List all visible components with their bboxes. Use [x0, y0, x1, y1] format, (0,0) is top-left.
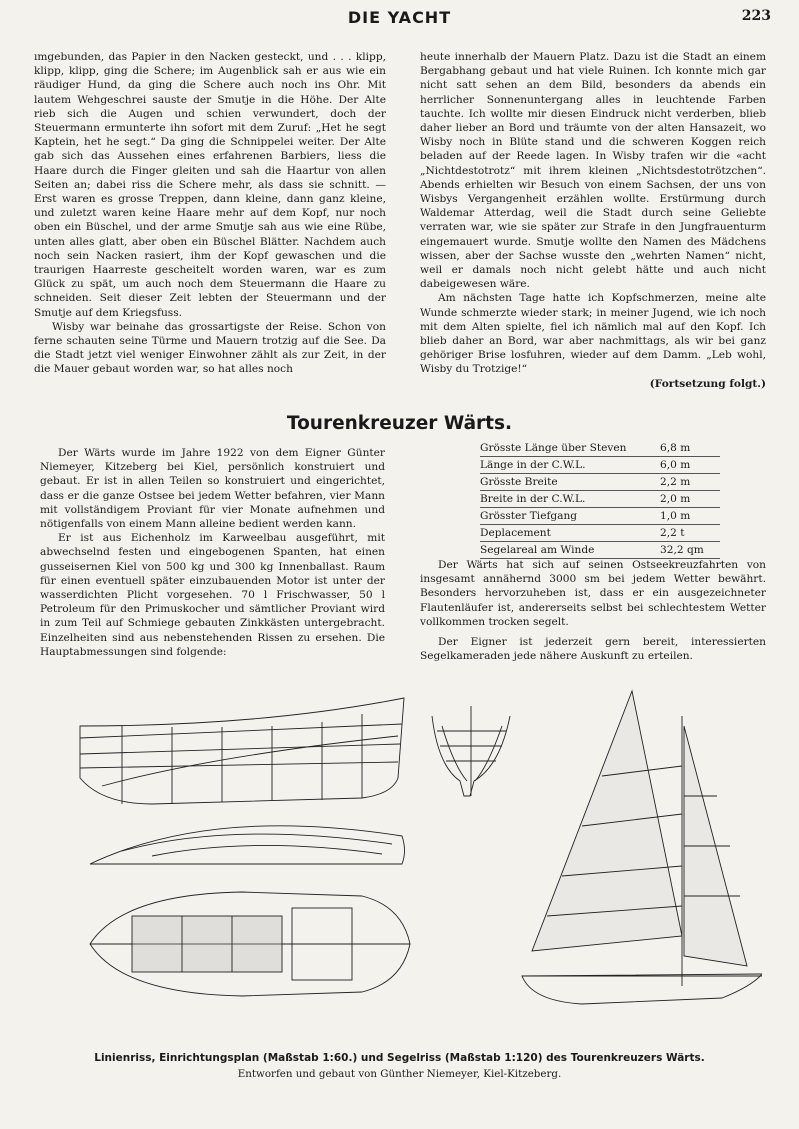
spec-value: 2,2 m: [656, 474, 720, 491]
sail-plan: [522, 691, 762, 1004]
spec-label: Segelareal am Winde: [480, 542, 656, 559]
spec-label: Deplacement: [480, 525, 656, 542]
table-row: [480, 491, 720, 508]
spec-value: 32,2 qm: [656, 542, 720, 559]
paragraph: Er ist aus Eichenholz im Karweelbau ausgeführt, mit abwechselnd festen und eingebogenen Spanten, hat einen gusseisernen Kiel von 500 kg und 300 kg Innenballast. Raum für einen eventuell später einzubauenden Motor ist unter der wasserdichten Plicht vorgesehen. 70 l Frischwasser, 50 l Petroleum für den Primuskocher und sämtlicher Proviant wird in zum Teil auf Schmiege gebauten Zinkkästen untergebracht. Einzelheiten sind aus nebenstehenden Rissen zu ersehen. Die Hauptabmessungen sind folgende:: [40, 532, 385, 658]
table-row: [480, 440, 720, 457]
paragraph: ımgebunden, das Papier in den Nacken gesteckt, und . . . klipp, klipp, klipp, ging die Schere; im Augenblick sah er aus wie ein räudiger Hund, da ging die Schere auch noch ins Ohr. Mit lautem Wehgeschrei sauste der Smutje in die Höhe. Der Alte rieb sich die Augen und schien verwundert, doch der Steuermann ermunterte ihn sofort mit dem Zuruf: „Het he segt Kaptein, het he segt.“ Da ging die Schnippelei weiter. Der Alte gab sich das Aussehen eines erfahrenen Barbiers, liess die Haare durch die Finger gleiten und sah die Haartur von allen Seiten an; dabei riss die Schere mehr, als dass sie schnitt. — Erst waren es grosse Treppen, dann kleine, dann ganz kleine, und zuletzt waren keine Haare mehr auf dem Kopf, nur noch oben ein Büschel, und der arme Smutje sah aus wie eine Rübe, unten alles glatt, aber oben ein Büschel Blätter. Nachdem auch noch sein Nacken rasiert, ihm der Kopf gewaschen und die traurigen Haarreste gescheitelt worden waren, war es zum Glück zu spät, um auch noch dem Steuermann die Haare zu schneiden. Seit dieser Zeit lebten der Steuermann und der Smutje auf dem Kriegsfuss.: [34, 51, 386, 319]
spec-label: Grösste Breite: [480, 474, 656, 491]
continued-note: (Fortsetzung folgt.): [649, 377, 766, 390]
table-row: [480, 542, 720, 559]
spec-value: 2,0 m: [656, 491, 720, 508]
journal-title: DIE YACHT: [347, 8, 452, 27]
table-row: [480, 474, 720, 491]
spec-value: 1,0 m: [656, 508, 720, 525]
spec-value: 2,2 t: [656, 525, 720, 542]
half-breadth-plan: [90, 826, 405, 864]
article-right-column: [420, 558, 766, 663]
spec-value: 6,0 m: [656, 457, 720, 474]
prev-article-left-column: [34, 50, 386, 377]
spec-value: 6,8 m: [656, 440, 720, 457]
accommodation-plan: [90, 892, 410, 996]
figure-credit: Entworfen und gebaut von Günther Niemeyer, Kiel-Kitzeberg.: [237, 1068, 562, 1080]
article-left-column: [40, 446, 385, 659]
spec-label: Breite in der C.W.L.: [480, 491, 656, 508]
page-number: 223: [741, 8, 771, 24]
body-plan: [432, 706, 510, 796]
table-row: [480, 508, 720, 525]
running-head: [0, 8, 799, 30]
paragraph: Der Eigner ist jederzeit gern bereit, interessierten Segelkameraden jede nähere Auskunft zu erteilen.: [420, 636, 766, 663]
paragraph: Der Wärts hat sich auf seinen Ostseekreuzfahrten von insgesamt annähernd 3000 sm bei jedem Wetter bewährt. Besonders hervorzuheben ist, dass er ein ausgezeichneter Flautenläufer ist, andererseits selbst bei schlechtestem Wetter vollkommen trocken segelt.: [420, 559, 766, 628]
paragraph: Der Wärts wurde im Jahre 1922 von dem Eigner Günter Niemeyer, Kitzeberg bei Kiel, persönlich konstruiert und gebaut. Er ist in allen Teilen so konstruiert und eingerichtet, dass er die ganze Ostsee bei jedem Wetter befahren, vier Mann mit vollständigem Proviant für vier Monate aufnehmen und nötigenfalls von einem Mann alleine bedient werden kann.: [40, 447, 385, 531]
profile-plan: [80, 698, 404, 804]
paragraph: Wisby war beinahe das grossartigste der Reise. Schon von ferne schauten seine Türme und Mauern trotzig auf die See. Da die Stadt jetzt viel weniger Einwohner zählt als zur Zeit, in der die Mauer gebaut worden war, so hat alles noch: [34, 320, 386, 376]
spec-label: Grösste Länge über Steven: [480, 440, 656, 457]
table-row: [480, 457, 720, 474]
paragraph: Am nächsten Tage hatte ich Kopfschmerzen, meine alte Wunde schmerzte wieder stark; in meiner Jugend, wie ich noch mit dem Alten spielte, fiel ich nämlich mal auf den Kopf. Ich blieb daher an Bord, war aber nachmittags, als wir bei ganz gehöriger Brise losfuhren, wieder auf dem Damm. „Leb wohl, Wisby du Trotzige!“: [420, 292, 766, 376]
figure-caption: Linienriss, Einrichtungsplan (Maßstab 1:60.) und Segelriss (Maßstab 1:120) des Tourenkreuzers Wärts.: [94, 1052, 705, 1064]
dimensions-table: [480, 440, 720, 559]
spec-label: Grösster Tiefgang: [480, 508, 656, 525]
paragraph: heute innerhalb der Mauern Platz. Dazu ist die Stadt an einem Bergabhang gebaut und hat viele Ruinen. Ich konnte mich gar nicht satt sehen an dem Bild, besonders da abends ein herrlicher Sonnenuntergang alles in leuchtende Farben tauchte. Ich wollte mir diesen Eindruck nicht verderben, blieb daher lieber an Bord und träumte von der alten Hansazeit, wo Wisby noch in Blüte stand und die schweren Koggen reich beladen auf der Reede lagen. In Wisby trafen wir die «acht „Nichtdestotrotz“ mit ihrem kleinen „Nichtsdestotrötzchen“. Abends erhielten wir Besuch von einem Sachsen, der uns von Wisbys Vergangenheit erzählen wollte. Erstürmung durch Waldemar Atterdag, weil die Stadt durch seine Geliebte verraten war, wie sie später zur Strafe in den Jungfrauenturm eingemauert wurde. Smutje wollte den Namen des Mädchens wissen, aber der Sachse wusste den „wehrten Namen“ nicht, weil er damals noch nicht gelebt hätte und auch nicht dabeigewesen wäre.: [420, 51, 766, 291]
prev-article-right-column: [420, 50, 766, 391]
spec-label: Länge in der C.W.L.: [480, 457, 656, 474]
article-title: Tourenkreuzer Wärts.: [286, 413, 513, 434]
yacht-plans-drawing: [62, 686, 762, 1016]
table-row: [480, 525, 720, 542]
